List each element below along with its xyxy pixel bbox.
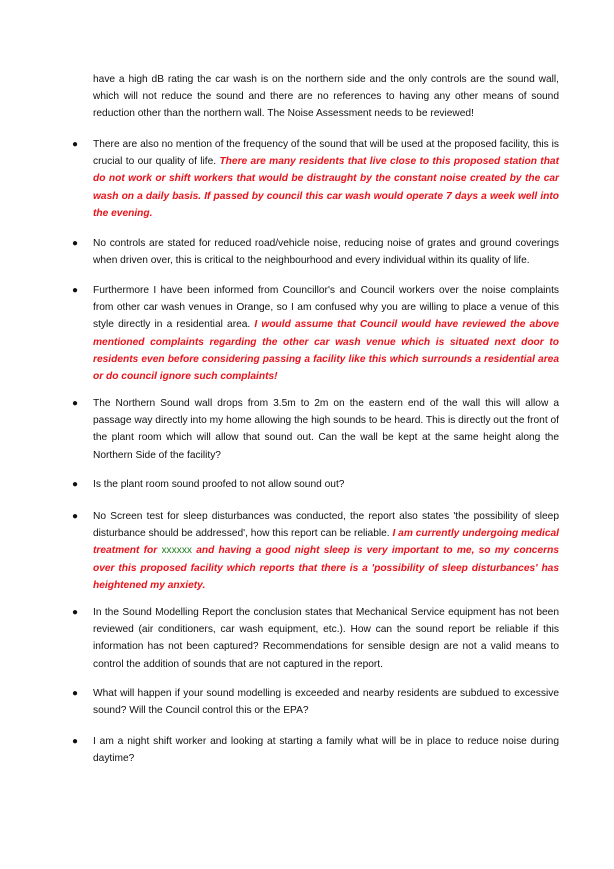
bullet-icon: ● [72,238,79,249]
bullet-icon: ● [72,688,79,699]
point-6-redacted: xxxxxx [161,545,192,557]
point-4: The Northern Sound wall drops from 3.5m to 2m on the eastern end of the wall this will allow a passage way directly into my home allowing the high sounds to be heard. This is directly out the front of the plant room which will allow that sound out. Can the wall be kept at the same height along the Northern Side of the facility? [93,398,559,461]
point-1 [93,136,559,222]
point-1-text: There are also no mention of the frequency of the sound that will be used at the proposed facility, this is crucial to our quality of life. [93,139,559,168]
point-6-emphasis-after: and having a good night sleep is very important to me, so my concerns over this proposed facility which reports that there is a 'possibility of sleep disturbances' has heightened my anxiety. [93,545,559,591]
bullet-icon: ● [72,285,79,296]
point-2: No controls are stated for reduced road/vehicle noise, reducing noise of grates and ground coverings when driven over, this is critical to the neighbourhood and every individual within its quality of life. [93,238,559,267]
point-3 [93,282,559,385]
point-3-text: Furthermore I have been informed from Councillor's and Council workers over the noise complaints from other car wash venues in Orange, so I am confused why you are willing to place a venue of this style directly in a residential area. [93,285,559,331]
point-8: What will happen if your sound modelling is exceeded and nearby residents are subdued to excessive sound? Will the Council control this or the EPA? [93,688,559,717]
point-5: Is the plant room sound proofed to not allow sound out? [93,479,345,490]
point-1-emphasis: There are many residents that live close to this proposed station that do not work or shift workers that would be distraught by the constant noise created by the car wash on a daily basis. If passed by council this car wash would operate 7 days a week well into the evening. [93,156,559,219]
bullet-icon: ● [72,736,79,747]
point-6-text: No Screen test for sleep disturbances was conducted, the report also states 'the possibility of sleep disturbance should be addressed', how this report can be reliable. [93,511,559,540]
bullet-icon: ● [72,479,79,490]
point-7: In the Sound Modelling Report the conclusion states that Mechanical Service equipment has not been reviewed (air conditioners, car wash equipment, etc.). How can the sound report be reliable if this information has not been captured? Recommendations for sensible design are not a valid means to control the addition of sounds that are not captured in the report. [93,607,559,670]
bullet-icon: ● [72,398,79,409]
point-9: I am a night shift worker and looking at starting a family what will be in place to reduce noise during daytime? [93,736,559,765]
bullet-icon: ● [72,607,79,618]
intro-paragraph: have a high dB rating the car wash is on the northern side and the only controls are the sound wall, which will not reduce the sound and there are no references to having any other means of sound reduction other than the northern wall. The Noise Assessment needs to be reviewed! [93,74,559,120]
point-3-emphasis: I would assume that Council would have reviewed the above mentioned complaints regarding the other car wash venue which is situated next door to residents even before considering passing a facility like this which surrounds a residential area or do council ignore such complaints! [93,319,560,383]
bullet-icon: ● [72,139,79,150]
point-6-emphasis: I am currently undergoing medical treatment for [93,528,560,557]
point-6 [93,508,559,594]
bullet-icon: ● [72,511,79,522]
